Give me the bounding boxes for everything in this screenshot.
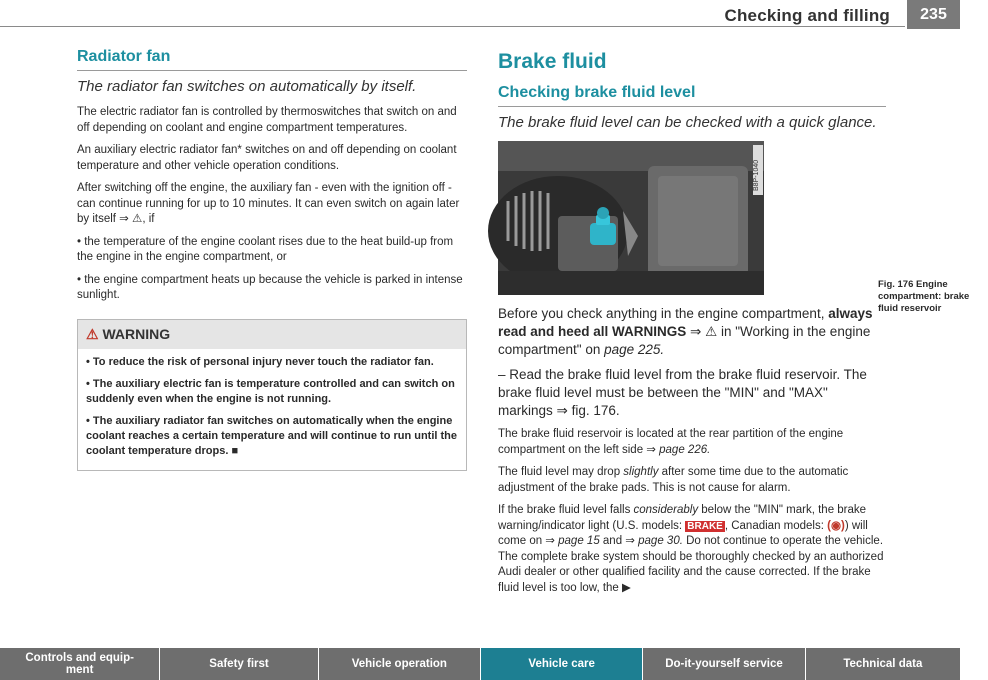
text-run: ⇒ ⚠ in "Working in the engine compartment" on	[498, 324, 871, 357]
text-run: and ⇒	[599, 535, 639, 547]
paragraph	[498, 503, 886, 596]
page-reference: page 30.	[638, 535, 683, 547]
text-run-italic: slightly	[623, 466, 659, 478]
tab-vehicle-operation[interactable]: Vehicle operation	[319, 648, 481, 680]
warning-item: • To reduce the risk of personal injury never touch the radiator fan.	[86, 355, 434, 368]
warning-triangle-icon: ⚠	[86, 325, 99, 342]
page-reference: page 15	[558, 535, 600, 547]
text-run: The fluid level may drop	[498, 466, 624, 478]
text-run: The brake fluid reservoir is located at the rear partition of the engine compartment on the left side ⇒	[498, 428, 844, 456]
header-divider	[0, 26, 905, 27]
brake-warning-label: BRAKE	[687, 520, 723, 532]
figure-code: B8P-1040	[753, 159, 760, 191]
paragraph	[498, 427, 886, 458]
brake-circle-icon: (◉)	[827, 519, 845, 532]
instruction-step: – Read the brake fluid level from the brake fluid reservoir. The brake fluid level must be between the "MIN" and "MAX" markings ⇒ fig. 176.	[498, 367, 867, 418]
paragraph: After switching off the engine, the auxiliary fan - even with the ignition off - can continue running for up to 10 minutes. It can even switch on again later by itself ⇒ ⚠, if	[77, 182, 460, 225]
text-run: Do not continue to operate the vehicle. The complete brake system should be thoroughly checked by an authorized Audi dealer or other qualified facility and the cause corrected. If the brake fluid level is too low, the ▶	[498, 535, 884, 594]
running-header: Checking and filling	[724, 6, 890, 25]
text-run: ) will come on ⇒	[498, 519, 868, 547]
page-reference: page 226.	[659, 443, 711, 456]
page-reference: page 225.	[604, 342, 665, 357]
warning-title: WARNING	[102, 325, 171, 342]
bullet-item: • the temperature of the engine coolant rises due to the heat build-up from the engine in the engine compartment, or	[77, 235, 454, 263]
tab-do-it-yourself-service[interactable]: Do-it-yourself service	[643, 648, 805, 680]
tab-vehicle-care[interactable]: Vehicle care	[481, 648, 643, 680]
right-column	[498, 48, 970, 603]
tab-technical-data[interactable]: Technical data	[843, 658, 923, 670]
bullet-item: • the engine compartment heats up because the vehicle is parked in intense sunlight.	[77, 273, 463, 301]
tab-safety-first[interactable]: Safety first	[160, 648, 318, 680]
text-run-bold: always read and heed all WARNINGS	[498, 306, 873, 339]
warning-header	[78, 320, 466, 349]
section-intro: The radiator fan switches on automatically by itself.	[77, 78, 417, 95]
engine-compartment-figure	[498, 141, 764, 295]
text-run: , Canadian models:	[724, 519, 828, 532]
paragraph	[498, 305, 886, 359]
text-run: Before you check anything in the engine compartment,	[498, 306, 829, 321]
warning-item: • The auxiliary electric fan is temperature controlled and can switch on suddenly even when the engine is not running.	[86, 377, 455, 405]
chapter-title: Brake fluid	[498, 50, 607, 73]
text-run: If the brake fluid level falls	[498, 504, 634, 516]
text-run: below the "MIN" mark, the brake warning/indicator light (U.S. models:	[498, 504, 867, 532]
subsection-intro: The brake fluid level can be checked with a quick glance.	[498, 114, 877, 131]
page-number: 235	[907, 0, 960, 29]
paragraph: An auxiliary electric radiator fan* switches on and off depending on coolant temperature and other vehicle operation conditions.	[77, 144, 457, 172]
footer-nav	[0, 648, 960, 680]
warning-item: • The auxiliary radiator fan switches on automatically when the engine coolant reaches a certain temperature and will continue to run until the coolant temperature drops. ■	[86, 414, 458, 457]
tab-controls-and-equipment[interactable]: Controls and equip- ment	[0, 648, 160, 680]
left-column	[77, 48, 467, 471]
paragraph: The electric radiator fan is controlled by thermoswitches that switch on and off depending on coolant and engine compartment temperatures.	[77, 106, 457, 134]
warning-box	[77, 319, 467, 471]
paragraph	[498, 465, 886, 496]
section-title: Radiator fan	[77, 48, 467, 71]
figure-caption: Fig. 176 Engine compartment: brake fluid reservoir	[878, 279, 970, 314]
text-run: after some time due to the automatic adjustment of the brake pads. This is not cause for alarm.	[498, 466, 849, 494]
warning-body	[78, 349, 466, 470]
text-run-italic: considerably	[633, 504, 699, 516]
subsection-title: Checking brake fluid level	[498, 84, 886, 107]
